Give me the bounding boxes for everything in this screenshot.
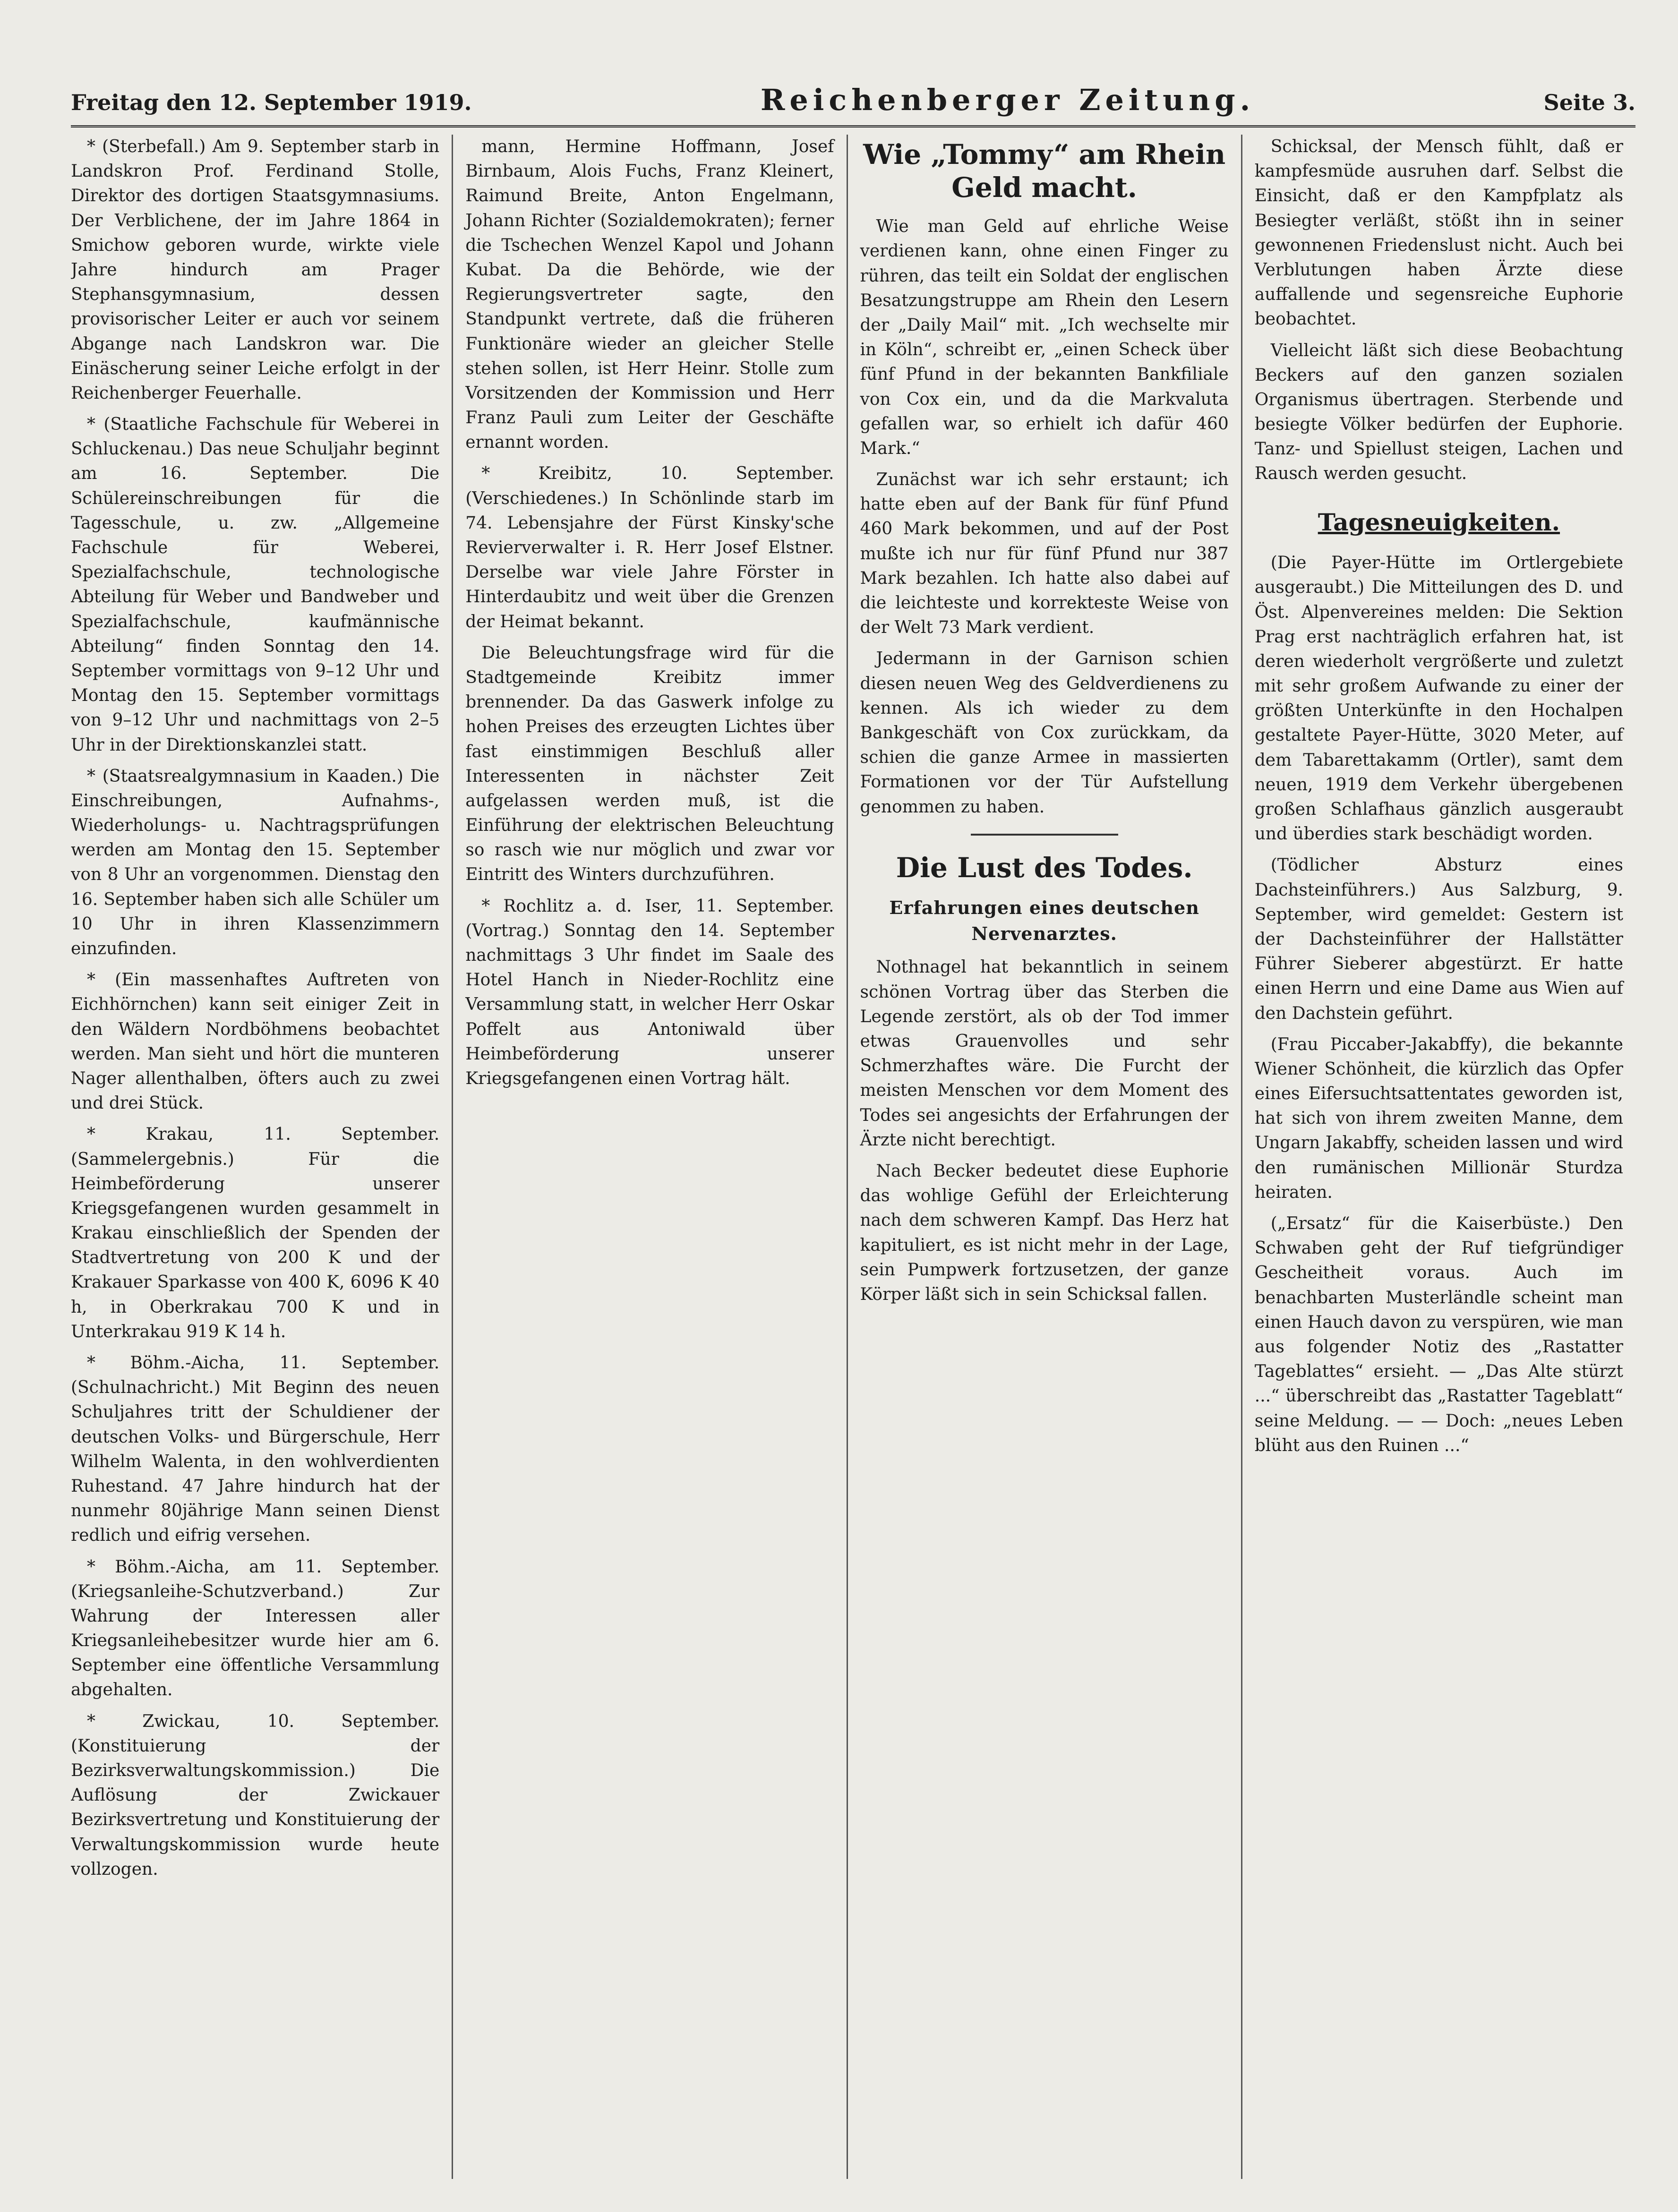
- column-4: [1242, 135, 1635, 2179]
- article-fachschule-weberei: * (Staatliche Fachschule für Weberei in Schluckenau.) Das neue Schuljahr beginnt am 16. September. Die Schülereinschreibungen für die Tagesschule, u. zw. „Allgemeine Fachschule für Weberei, Spezialfachschule, technologische Abteilung für Weber und Bandweber und Spezialfachschule, kaufmännische Abteilung“ finden Sonntag den 14. September vormittags von 9–12 Uhr und Montag den 15. September vormittags von 9–12 Uhr und nachmittags von 2–5 Uhr in der Direktionskanzlei statt.: [71, 415, 440, 755]
- article-sterbefall: * (Sterbefall.) Am 9. September starb in Landskron Prof. Ferdinand Stolle, Direktor des dortigen Staatsgymnasiums. Der Verblichene, der im Jahre 1864 in Smichow geboren wurde, wirkte viele Jahre hindurch am Prager Stephansgymnasium, dessen provisorischer Leiter er auch vor seinem Abgange nach Landskron war. Die Einäscherung seiner Leiche erfolgt in der Reichenberger Feuerhalle.: [71, 137, 440, 403]
- article-kreibitz-verschiedenes: * Kreibitz, 10. September. (Verschiedenes.) In Schönlinde starb im 74. Lebensjahre der Fürst Kinsky'sche Revierverwalter i. R. Herr Josef Elstner. Derselbe war viele Jahre Förster in Hinterdaubitz und weit über die Grenzen der Heimat bekannt.: [465, 464, 834, 632]
- section-tagesneuigkeiten: Tagesneuigkeiten.: [1318, 508, 1560, 536]
- article-dachsteinfuehrer: (Tödlicher Absturz eines Dachsteinführers.) Aus Salzburg, 9. September, wird gemeldet: Gestern ist der Dachsteinführer der Hallstätter Führer Sieberer abgestürzt. Er hatte einen Herrn und eine Dame aus Wien auf den Dachstein geführt.: [1254, 855, 1623, 1023]
- article-eichhoernchen: * (Ein massenhaftes Auftreten von Eichhörnchen) kann seit einiger Zeit in den Wäldern Nordböhmens beobachtet werden. Man sieht und hört die munteren Nager allenthalben, öfters auch zu zwei und drei Stück.: [71, 970, 440, 1113]
- page-number: Seite 3.: [1543, 90, 1635, 115]
- article-todes-p1: Nothnagel hat bekanntlich in seinem schönen Vortrag über das Sterben die Legende zerstört, als ob der Tod immer etwas Grauenvolles und sehr Schmerzhaftes wäre. Die Furcht der meisten Menschen vor dem Moment des Todes sei angesichts der Erfahrungen der Ärzte nicht berechtigt.: [860, 957, 1229, 1150]
- article-rochlitz-vortrag: * Rochlitz a. d. Iser, 11. September. (Vortrag.) Sonntag den 14. September nachmittags 3 Uhr findet im Saale des Hotel Hanch in Nieder-Rochlitz eine Versammlung statt, in welcher Herr Oskar Poffelt aus Antoniwald über Heimbeförderung unserer Kriegsgefangenen einen Vortrag hält.: [465, 896, 834, 1088]
- headline-tommy-rhein: Wie „Tommy“ am Rhein Geld macht.: [863, 138, 1226, 204]
- article-tommy-p1: Wie man Geld auf ehrliche Weise verdienen kann, ohne einen Finger zu rühren, das teilt ein Soldat der englischen Besatzungstruppe am Rhein den Lesern der „Daily Mail“ mit. „Ich wechselte mir in Köln“, schreibt er, „einen Scheck über fünf Pfund in der bekannten Bankfiliale von Cox ein, und da die Markvaluta gefallen war, so erhielt ich dafür 460 Mark.“: [860, 217, 1229, 458]
- article-tommy-p2: Zunächst war ich sehr erstaunt; ich hatte eben auf der Bank für fünf Pfund 460 Mark bekommen, und auf der Post mußte ich nur für fünf Pfund nur 387 Mark bezahlen. Ich hatte also dabei auf die leichteste und korrekteste Weise von der Welt 73 Mark verdient.: [860, 470, 1229, 638]
- article-todes-p3: Vielleicht läßt sich diese Beobachtung Beckers auf den ganzen sozialen Organismus übertragen. Sterbende und besiegte Völker bedürfen der Euphorie. Tanz- und Spiellust steigen, Lachen und Rausch werden gesucht.: [1254, 341, 1623, 484]
- article-tommy-p3: Jedermann in der Garnison schien diesen neuen Weg des Geldverdienens zu kennen. Als ich wieder zu dem Bankgeschäft von Cox zurückkam, da schien die ganze Armee in massierten Formationen vor der Tür Aufstellung genommen zu haben.: [860, 649, 1229, 817]
- section-divider: [971, 834, 1118, 836]
- article-boehm-aicha-kriegsanleihe: * Böhm.-Aicha, am 11. September. (Kriegsanleihe-Schutzverband.) Zur Wahrung der Interessen aller Kriegsanleihebesitzer wurde hier am 6. September eine öffentliche Versammlung abgehalten.: [71, 1557, 440, 1700]
- article-columns: [71, 135, 1635, 2179]
- column-2: [453, 135, 848, 2179]
- subhead-nervenarzt: Erfahrungen eines deutschen Nervenarztes.: [889, 897, 1199, 945]
- article-kreibitz-beleuchtung: Die Beleuchtungsfrage wird für die Stadtgemeinde Kreibitz immer brennender. Da das Gaswerk infolge zu hohen Preises des erzeugten Lichtes über fast einstimmigen Beschluß aller Interessenten in nächster Zeit aufgelassen werden muß, ist die Einführung der elektrischen Beleuchtung so rasch wie nur möglich und zwar vor Eintritt des Winters durchzuführen.: [465, 643, 834, 885]
- article-todes-continued: Schicksal, der Mensch fühlt, daß er kampfesmüde ausruhen darf. Selbst die Einsicht, daß er den Kampfplatz als Besiegter verläßt, stößt ihn in seiner gewonnenen Friedenslust nicht. Auch bei Verblutungen haben Ärzte diese auffallende und segensreiche Euphorie beobachtet.: [1254, 137, 1623, 329]
- issue-date: Freitag den 12. September 1919.: [71, 90, 472, 115]
- article-boehm-aicha-schulnachricht: * Böhm.-Aicha, 11. September. (Schulnachricht.) Mit Beginn des neuen Schuljahres tritt der Schuldiener der deutschen Volks- und Bürgerschule, Herr Wilhelm Walenta, in den wohlverdienten Ruhestand. 47 Jahre hindurch hat der nunmehr 80jährige Mann seinen Dienst redlich und eifrig versehen.: [71, 1353, 440, 1546]
- article-todes-p2: Nach Becker bedeutet diese Euphorie das wohlige Gefühl der Erleichterung nach dem schweren Kampf. Das Herz hat kapituliert, es ist nicht mehr in der Lage, sein Pumpwerk fortzusetzen, der ganze Körper läßt sich in sein Schicksal fallen.: [860, 1161, 1229, 1304]
- newspaper-title: Reichenberger Zeitung.: [760, 83, 1255, 117]
- headline-lust-des-todes: Die Lust des Todes.: [896, 851, 1193, 884]
- article-kaiserbueste: („Ersatz“ für die Kaiserbüste.) Den Schwaben geht der Ruf tiefgründiger Gescheitheit voraus. Auch im benachbarten Musterländle scheint man einen Hauch davon zu verspüren, wie man aus folgender Notiz des „Rastatter Tageblattes“ ersieht. — „Das Alte stürzt ...“ überschreibt das „Rastatter Tageblatt“ seine Meldung. — — Doch: „neues Leben blüht aus den Ruinen ...“: [1254, 1214, 1623, 1455]
- article-piccaber-jakabffy: (Frau Piccaber-Jakabffy), die bekannte Wiener Schönheit, die kürzlich das Opfer eines Eifersuchtsattentates geworden ist, hat sich von ihrem zweiten Manne, dem Ungarn Jakabffy, scheiden lassen und wird den rumänischen Millionär Sturdza heiraten.: [1254, 1034, 1623, 1202]
- article-krakau-sammelergebnis: * Krakau, 11. September. (Sammelergebnis.) Für die Heimbeförderung unserer Kriegsgefangenen wurden gesammelt in Krakau einschließlich der Spenden der Stadtvertretung von 200 K und der Krakauer Sparkasse von 400 K, 6096 K 40 h, in Oberkrakau 700 K und in Unterkrakau 919 K 14 h.: [71, 1125, 440, 1341]
- article-zwickau-bezirksverwaltung: * Zwickau, 10. September. (Konstituierung der Bezirksverwaltungskommission.) Die Auflösung der Zwickauer Bezirksvertretung und Konstituierung der Verwaltungskommission wurde heute vollzogen.: [71, 1711, 440, 1879]
- article-payer-huette: (Die Payer-Hütte im Ortlergebiete ausgeraubt.) Die Mitteilungen des D. und Öst. Alpenvereines melden: Die Sektion Prag erst nachträglich erfahren hat, ist deren wiederholt vergrößerte und zuletzt mit sehr großem Aufwande zu einer der größten Unterkünfte in den Hochalpen gestaltete Payer-Hütte, 3020 Meter, auf dem Tabarettakamm (Ortler), samt dem neuen, 1919 dem Verkehr übergebenen großen Schlafhaus gänzlich ausgeraubt und überdies stark beschädigt worden.: [1254, 553, 1623, 844]
- masthead: [71, 83, 1635, 128]
- column-1: [71, 135, 453, 2179]
- column-3: [848, 135, 1242, 2179]
- article-realgymnasium-kaaden: * (Staatsrealgymnasium in Kaaden.) Die Einschreibungen, Aufnahms-, Wiederholungs- u. Nachtragsprüfungen werden am Montag den 15. September von 8 Uhr an vorgenommen. Dienstag den 16. September haben sich alle Schüler um 10 Uhr in ihren Klassenzimmern einzufinden.: [71, 766, 440, 958]
- article-zwickau-continued: mann, Hermine Hoffmann, Josef Birnbaum, Alois Fuchs, Franz Kleinert, Raimund Breite, Anton Engelmann, Johann Richter (Sozialdemokraten); ferner die Tschechen Wenzel Kapol und Johann Kubat. Da die Behörde, wie der Regierungsvertreter sagte, den Standpunkt vertrete, daß die früheren Funktionäre wieder an gleicher Stelle stehen sollen, ist Herr Heinr. Stolle zum Vorsitzenden der Kommission und Herr Franz Pauli zum Leiter der Geschäfte ernannt worden.: [465, 137, 834, 453]
